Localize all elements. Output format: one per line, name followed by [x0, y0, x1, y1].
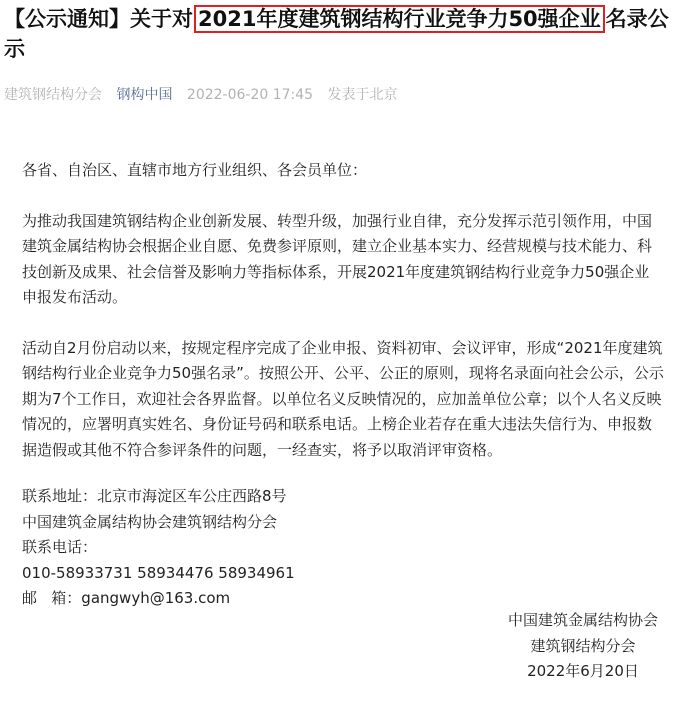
- signature-org2: 建筑钢结构分会: [530, 636, 636, 655]
- article-title: [4, 4, 672, 64]
- contact-org: 中国建筑金属结构协会建筑钢结构分会: [22, 512, 278, 531]
- publish-time: 2022-06-20 17:45: [186, 87, 314, 103]
- contact-phones: 010-58933731 58934476 58934961: [22, 563, 295, 582]
- contact-email: 邮 箱：gangwyh@163.com: [22, 589, 231, 607]
- author-name: 建筑钢结构分会: [4, 87, 102, 103]
- contact-block: [22, 484, 295, 612]
- account-link[interactable]: 钢构中国: [116, 87, 173, 103]
- contact-phone-label: 联系电话：: [22, 538, 98, 556]
- publish-location: 发表于北京: [327, 87, 398, 103]
- paragraph-2: 活动自2月份启动以来，按规定程序完成了企业申报、资料初审、会议评审，形成“2021年度建筑钢结构行业企业竞争力50强名录”。按照公开、公平、公正的原则，现将名录面向社会公示，公示期为7个工作日，欢迎社会各界监督。以单位名义反映情况的，应加盖单位公章；以个人名义反映情况的，应署明真实姓名、身份证号码和联系电话。上榜企业若存在重大违法失信行为、申报数据造假或其他不符合参评条件的问题，一经查实，将予以取消评审资格。: [22, 338, 664, 459]
- paragraph-1: 为推动我国建筑钢结构企业创新发展、转型升级，加强行业自律，充分发挥示范引领作用，中国建筑金属结构协会根据企业自愿、免费参评原则，建立企业基本实力、经营规模与技术能力、科技创新及成果、社会信誉及影响力等指标体系，开展2021年度建筑钢结构行业竞争力50强企业申报发布活动。: [22, 211, 653, 306]
- contact-address: 联系地址：北京市海淀区车公庄西路8号: [22, 487, 287, 505]
- signature-block: [508, 608, 658, 685]
- signature-org1: 中国建筑金属结构协会: [507, 611, 658, 629]
- greeting: 各省、自治区、直辖市地方行业组织、各会员单位：: [22, 161, 368, 179]
- title-suffix: 名录公示: [4, 7, 669, 61]
- signature-date: 2022年6月20日: [527, 662, 639, 680]
- article-body: [22, 158, 664, 463]
- title-prefix: 【公示通知】关于对: [4, 7, 193, 31]
- article-meta: [4, 84, 398, 104]
- title-highlight: 2021年度建筑钢结构行业竞争力50强企业: [194, 5, 605, 33]
